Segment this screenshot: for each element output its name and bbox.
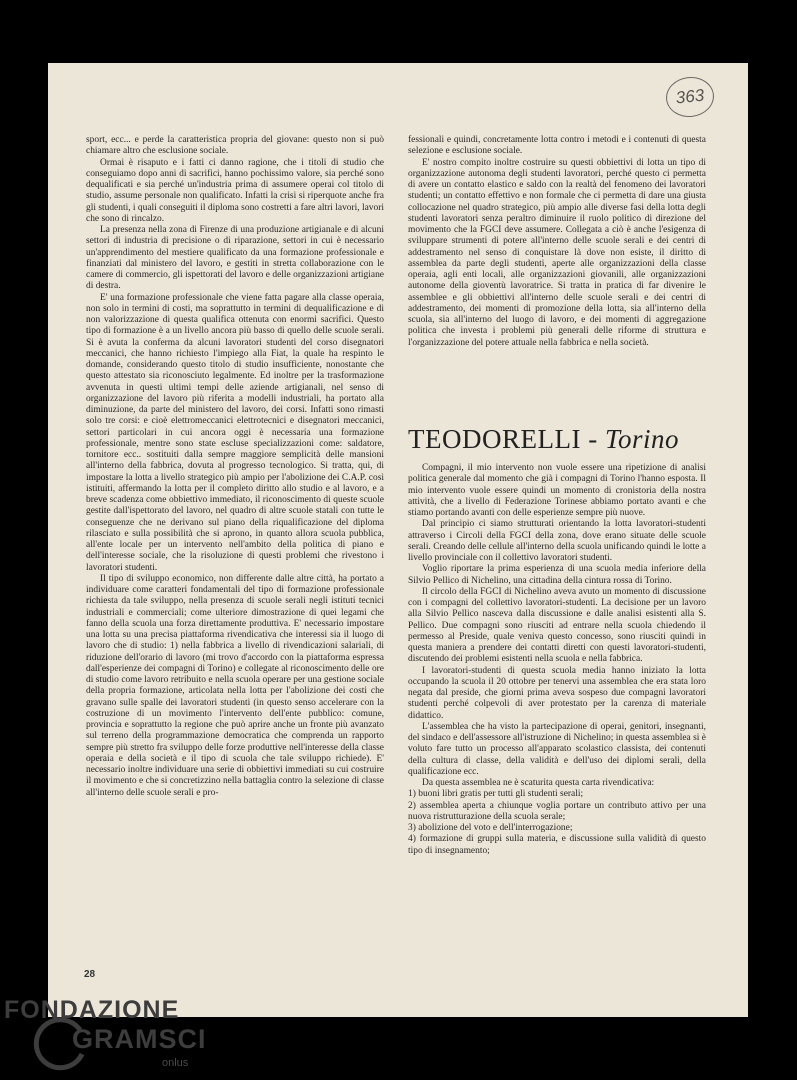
paragraph: Dal principio ci siamo strutturati orientando la lotta lavoratori-studenti attraverso i Circoli della FGCI della zona, dove erano situate delle scuole serali. Creando delle cellule all'interno della scuola unificando quindi le lotte a livello provinciale con il collettivo lavoratori studenti.: [408, 519, 706, 563]
archive-stamp: 363: [664, 75, 716, 120]
right-column-bottom: [408, 463, 706, 857]
paragraph: Voglio riportare la prima esperienza di una scuola media inferiore della Silvio Pellico di Nichelino, una cittadina della cintura rossa di Torino.: [408, 564, 706, 586]
demand-item: 3) abolizione del voto e dell'interrogazione;: [408, 823, 573, 833]
paragraph: Compagni, il mio intervento non vuole essere una ripetizione di analisi politica generale dal momento che già i compagni di Torino l'hanno esposta. Il mio intervento vuole essere quindi un momento di cronistoria della nostra attività, che a livello di Federazione Torinese abbiamo portato avanti e che stiamo portando avanti con delle esperienze sempre più nuove.: [408, 463, 706, 518]
paragraph: L'assemblea che ha visto la partecipazione di operai, genitori, insegnanti, del sindaco e dell'assessore all'istruzione di Nichelino; in questa assemblea si è voluto fare tutto un processo all'apparato scolastico classista, dei contenuti della cultura di classe, della validità e dell'uso dei diplomi serali, della qualificazione ecc.: [408, 721, 706, 777]
watermark-line-3: onlus: [162, 1057, 189, 1069]
paragraph: La presenza nella zona di Firenze di una produzione artigianale e di alcuni settori di industria di precisione o di riparazione, settori in cui è necessario un'apprendimento del mestiere qualificato da una formazione professionale e finanziati dal ministero del lavoro, e gestiti in stretta collaborazione con le camere di commercio, gli ispettorati del lavoro e delle organizzazioni artigiane di destra.: [86, 225, 384, 292]
heading-separator: -: [580, 424, 605, 454]
demand-item: 2) assemblea aperta a chiunque voglia portare un contributo attivo per una nuova ristrutturazione della scuola serale;: [408, 800, 706, 822]
paragraph: E' una formazione professionale che viene fatta pagare alla classe operaia, non solo in termini di costi, ma soprattutto in termini di dequalificazione e di non valorizzazione di questa qualifica ottenuta con enormi sacrifici. Questo tipo di formazione è a un livello ancora più basso di quello delle scuole serali. Si è avuta la conferma da alcuni lavoratori studenti del corso disegnatori meccanici, che hanno richiesto l'impiego alla Fiat, la quale ha respinto le domande, considerando questo titolo di studio insufficiente, nonostante che questo attestato sia riconosciuto legalmente. Ed inoltre per la trasformazione avvenuta in questi ultimi tempi delle aziende artigianali, nel senso di organizzazione del lavoro più riferita a modelli industriali, ha portato alla diminuzione, da parte del ministero del lavoro, dei corsi. Infatti sono rimasti solo tre corsi: e cioè elettromeccanici elettrotecnici e disegnatori meccanici, settori particolari in cui ancora oggi è necessaria una formazione professionale, mentre sono state escluse specializzazioni come: saldatore, tornitore ecc.. sostituiti dalla sempre maggiore semplicità delle mansioni all'interno della fabbrica, dovuta al progresso tecnologico. Si tratta, qui, di impostare la lotta a livello strategico più ampio per l'abolizione dei C.A.P. così istituiti, affermando la lotta per il completo diritto allo studio e al lavoro, e a breve scadenza come obbiettivo immediato, il riconoscimento di queste scuole gestite dall'ispettorato del lavoro, nel quadro di altre scuole statali con tutte le conseguenze che ne derivano sul piano della riqualificazione del diploma rilasciato e sulla possibilità che si aprono, in quanto allora scuola pubblica, all'ente locale per un intervento nell'ambito della politica di piano e dell'interesse sociale, che la risoluzione di questi problemi che rivestono i lavoratori studenti.: [86, 292, 384, 573]
paragraph: I lavoratori-studenti di questa scuola media hanno iniziato la lotta occupando la scuola il 20 ottobre per tenervi una assemblea che era stata loro negata dal preside, che giorni prima aveva sospeso due compagni lavoratori studenti perché colpevoli di aver protestato per la carenza di materiale didattico.: [408, 665, 706, 721]
paragraph: Da questa assemblea ne è scaturita questa carta rivendicativa:: [422, 778, 655, 788]
paragraph: Il tipo di sviluppo economico, non differente dalle altre città, ha portato a individuare come caratteri fondamentali del tipo di formazione professionale richiesta da tale sviluppo, nella presenza di scuole serali negli istituti tecnici industriali e commerciali; come ulteriore dimostrazione di quei legami che fanno della scuola una forza direttamente produttiva. E' necessario impostare una lotta su una precisa piattaforma rivendicativa che interessi sia il luogo di lavoro che di studio: 1) nella fabbrica a livello di rivendicazioni salariali, di riduzione dell'orario di lavoro (mi trovo d'accordo con la piattaforma espressa dall'esperienze dei compagni di Torino) e collegate al riconoscimento delle ore di studio come lavoro retribuito e nella scuola operare per una gestione sociale della propria formazione, articolata nella lotta per l'abolizione dei costi che gravano sulle spalle dei lavoratori studenti (in questo senso accelerare con la costruzione di un movimento l'intervento dell'ente pubblico: comune, provincia e soprattutto la regione che può aprire anche un fronte più avanzato sul terreno della programmazione democratica che comprenda un rapporto sempre più stretto fra sviluppo delle forze produttive nell'interesse della classe operaia e della società e il tipo di scuola che tale sviluppo richiede). E' necessario inoltre individuare una serie di obbiettivi immediati su cui costruire il movimento e che si concretizzino nella battaglia contro la selezione di classe all'interno delle scuole serali e pro-: [86, 573, 384, 798]
demand-item: 1) buoni libri gratis per tutti gli studenti serali;: [408, 789, 584, 800]
paragraph: fessionali e quindi, concretamente lotta contro i metodi e i contenuti di questa selezione e esclusione sociale.: [408, 135, 706, 157]
page-number: 28: [84, 969, 96, 980]
left-column: [86, 135, 384, 799]
document-page: [48, 63, 748, 1017]
section-heading: [408, 423, 708, 455]
demand-item: 4) formazione di gruppi sulla materia, e discussione sulla validità di questo tipo di insegnamento;: [408, 834, 706, 856]
paragraph: E' nostro compito inoltre costruire su questi obbiettivi di lotta un tipo di organizzazione autonoma degli studenti lavoratori, perché questo ci permetta di avere un contatto elastico e saldo con la realtà del fenomeno dei lavoratori studenti; un contatto effettivo e non formale che ci permetta di dare una giusta collocazione nel quadro strategico, più ampio alle diverse fasi della lotta degli studenti lavoratori senza peraltro diminuire il ruolo politico di direzione del movimento che la FGCI deve assumere. Collegata a ciò è anche l'esigenza di sviluppare strumenti di potere all'interno delle scuole serali e dei centri di addestramento nel senso di conquistare là dove non esiste, il diritto di assemblea da parte degli studenti, aperte alle organizzazioni della classe operaia, agli enti locali, alle organizzazioni giovanili, alle organizzazioni autonome della gioventù lavoratrice. Si tratta in pratica di far divenire le assemblee e gli obbiettivi all'interno delle scuole serali e dei centri di addestramento, dei momenti di promozione della lotta, sia all'interno della scuola, sia all'interno del luogo di lavoro, e dei momenti di aggregazione politica che investa i problemi più generali delle riforme di struttura e l'organizzazione del potere attuale nella fabbrica e nella società.: [408, 157, 706, 348]
paragraph: Ormai è risaputo e i fatti ci danno ragione, che i titoli di studio che conseguiamo dopo anni di sacrifici, hanno pochissimo valore, sia perché sono dequalificati e sia perché un'industria prima di assumere operai col titolo di studio, assume personale non qualificato. Infatti la crisi si riperquote anche fra gli studenti, i quali conseguiti il diploma sono costretti a fare altri lavori, lavori che sono di rincalzo.: [86, 157, 385, 224]
paragraph: Il circolo della FGCI di Nichelino aveva avuto un momento di discussione con i compagni del collettivo lavoratori-studenti. La decisione per un lavoro alla Silvio Pellico nasceva dalla discussione e dalle analisi esistenti alla S. Pellico. Due compagni sono riusciti ad entrare nella scuola chiedendo il permesso al Preside, quale veniva questo concesso, sono riusciti quindi in questa maniera a prendere dei contatti diretti con questi lavoratori-studenti, discutendo dei problemi esistenti nella scuola e nella fabbrica.: [408, 586, 706, 665]
paragraph: sport, ecc... e perde la caratteristica propria del giovane: questo non si può chiamare altro che esclusione sociale.: [86, 135, 384, 157]
watermark-line-2: GRAMSCI: [72, 1024, 207, 1054]
speaker-city: Torino: [604, 424, 680, 454]
right-column-top: [408, 135, 706, 349]
speaker-name: TEODORELLI: [408, 424, 581, 454]
watermark-line-1: FONDAZIONE: [4, 996, 180, 1024]
fondazione-gramsci-watermark: [0, 990, 260, 1080]
